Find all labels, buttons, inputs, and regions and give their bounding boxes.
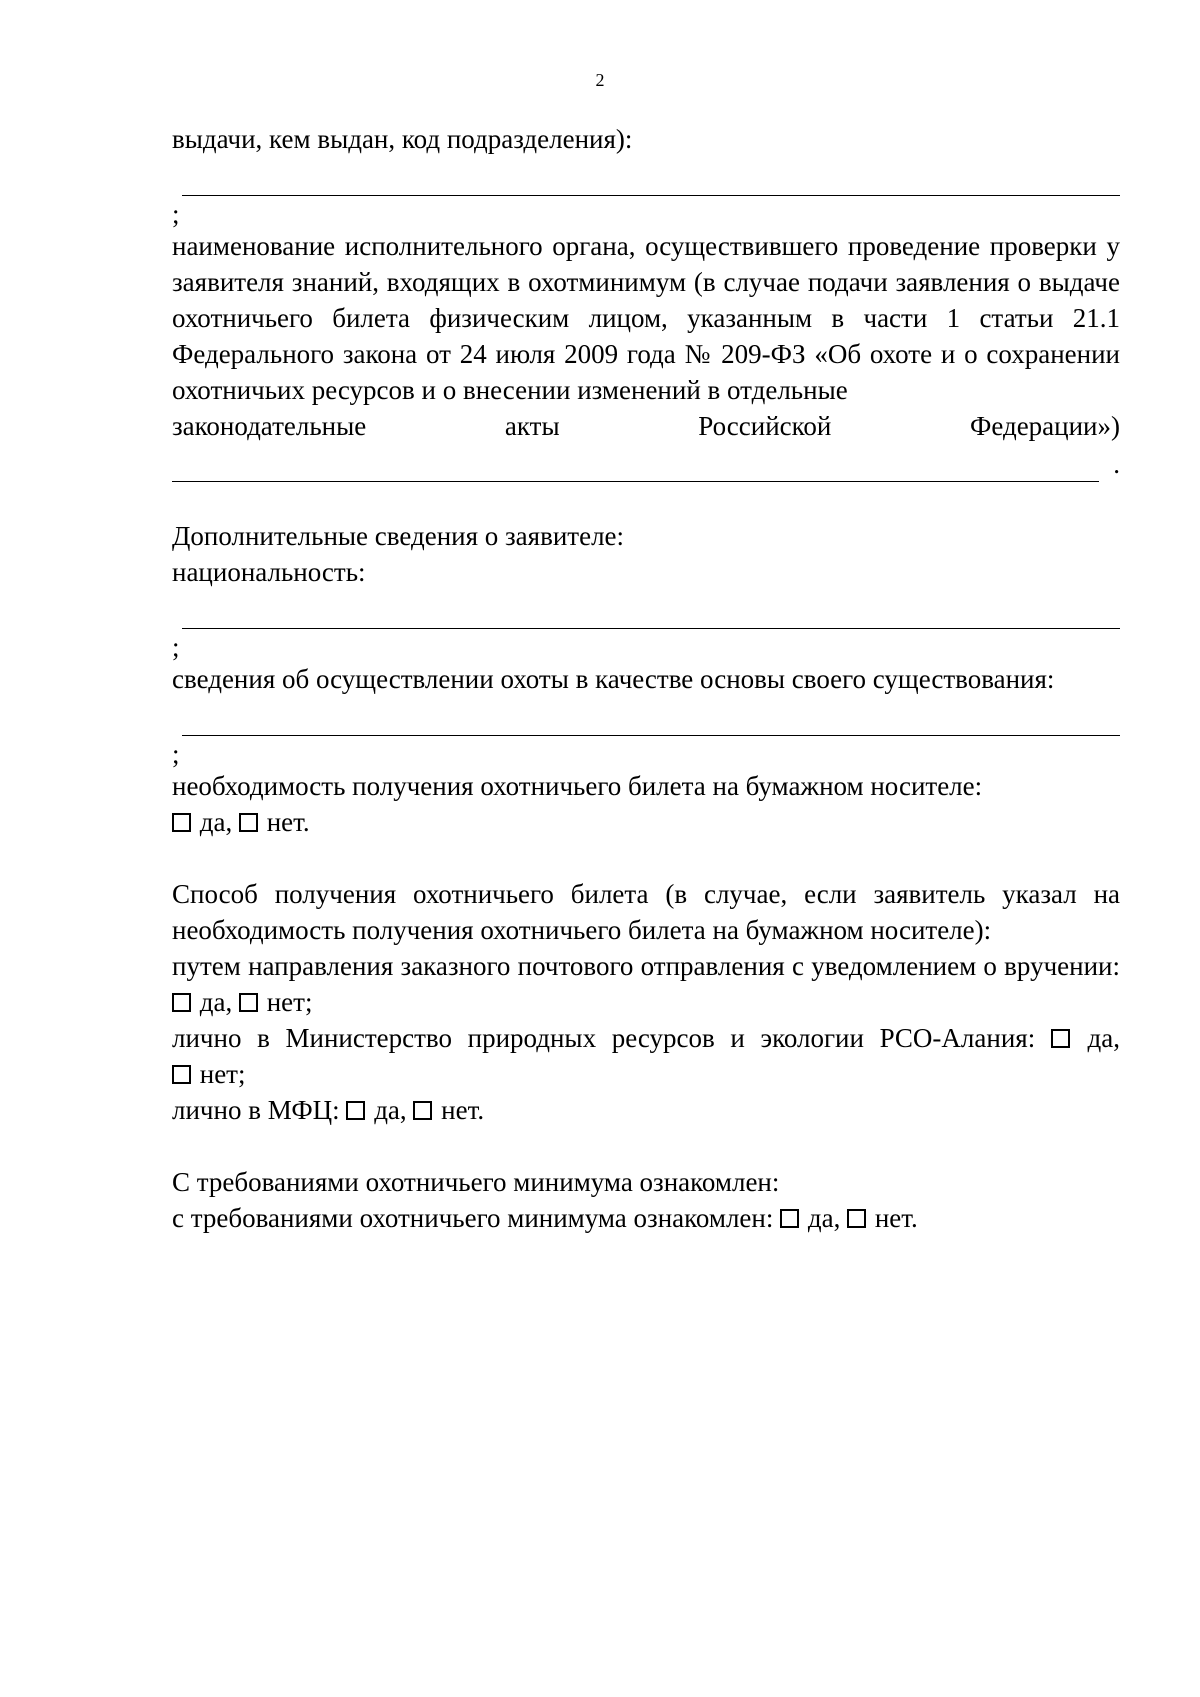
delivery-method-heading: Способ получения охотничьего билета (в случае, если заявитель указал на необходимость получения охотничьего билета на бумажном носителе):: [172, 879, 1120, 945]
hunting-basis-label: сведения об осуществлении охоты в качестве основы своего существования:: [172, 664, 1055, 694]
paper-ticket-label: необходимость получения охотничьего билета на бумажном носителе:: [172, 771, 983, 801]
ministry-no-checkbox[interactable]: [172, 1065, 191, 1084]
option-yes: да,: [199, 807, 233, 837]
ministry-yes-checkbox[interactable]: [1051, 1029, 1070, 1048]
delivery-by-mail: [172, 948, 1120, 1020]
option-no: нет.: [266, 807, 310, 837]
delivery-mfc: [172, 1092, 1120, 1128]
option-yes: да,: [199, 987, 233, 1017]
by-mail-no-checkbox[interactable]: [239, 993, 258, 1012]
mfc-no-checkbox[interactable]: [413, 1101, 432, 1120]
page-number: 2: [595, 70, 605, 90]
option-yes: да,: [374, 1095, 407, 1125]
minimum-heading: С требованиями охотничьего минимума ознакомлен:: [172, 1167, 780, 1197]
minimum-yes-checkbox[interactable]: [780, 1209, 799, 1228]
exam-body-field-row: [172, 448, 1120, 482]
delivery-mfc-label: лично в МФЦ:: [172, 1095, 340, 1125]
paper-ticket-yes-checkbox[interactable]: [172, 813, 191, 832]
option-no: нет;: [199, 1059, 246, 1089]
paper-ticket-no-checkbox[interactable]: [239, 813, 258, 832]
semicolon: ;: [172, 199, 180, 229]
form-body: [172, 121, 1120, 1236]
delivery-ministry: [172, 1020, 1120, 1092]
mfc-yes-checkbox[interactable]: [346, 1101, 365, 1120]
passport-details-tail: выдачи, кем выдан, код подразделения):: [172, 124, 633, 154]
option-no: нет.: [441, 1095, 485, 1125]
paper-ticket-options: [172, 804, 1120, 840]
nationality-label: национальность:: [172, 557, 366, 587]
semicolon: ;: [172, 739, 180, 769]
passport-details-field[interactable]: [182, 175, 1120, 196]
option-no: нет;: [266, 987, 313, 1017]
minimum-confirm-label: с требованиями охотничьего минимума ознакомлен:: [172, 1203, 774, 1233]
option-yes: да,: [1087, 1023, 1120, 1053]
option-yes: да,: [807, 1203, 841, 1233]
delivery-by-mail-label: путем направления заказного почтового отправления с уведомлением о вручении:: [172, 951, 1120, 981]
minimum-no-checkbox[interactable]: [847, 1209, 866, 1228]
period: .: [1113, 449, 1120, 479]
exam-body-description: наименование исполнительного органа, осуществившего проведение проверки у заявителя знаний, входящих в охотминимум (в случае подачи заявления о выдаче охотничьего билета физическим лицом, указанным в части 1 статьи 21.1 Федерального закона от 24 июля 2009 года № 209-ФЗ «Об охоте и о сохранении охотничьих ресурсов и о внесении изменений в отдельные: [172, 231, 1120, 405]
option-no: нет.: [874, 1203, 918, 1233]
nationality-field[interactable]: [182, 608, 1120, 629]
exam-body-description-last-line: законодательные акты Российской Федерации»): [172, 411, 1120, 441]
semicolon: ;: [172, 632, 180, 662]
additional-info-heading: Дополнительные сведения о заявителе:: [172, 521, 625, 551]
minimum-confirm: [172, 1200, 1120, 1236]
exam-body-field[interactable]: [172, 457, 1099, 482]
by-mail-yes-checkbox[interactable]: [172, 993, 191, 1012]
delivery-ministry-label: лично в Министерство природных ресурсов и экологии РСО-Алания:: [172, 1023, 1036, 1053]
hunting-basis-field[interactable]: [182, 715, 1120, 736]
